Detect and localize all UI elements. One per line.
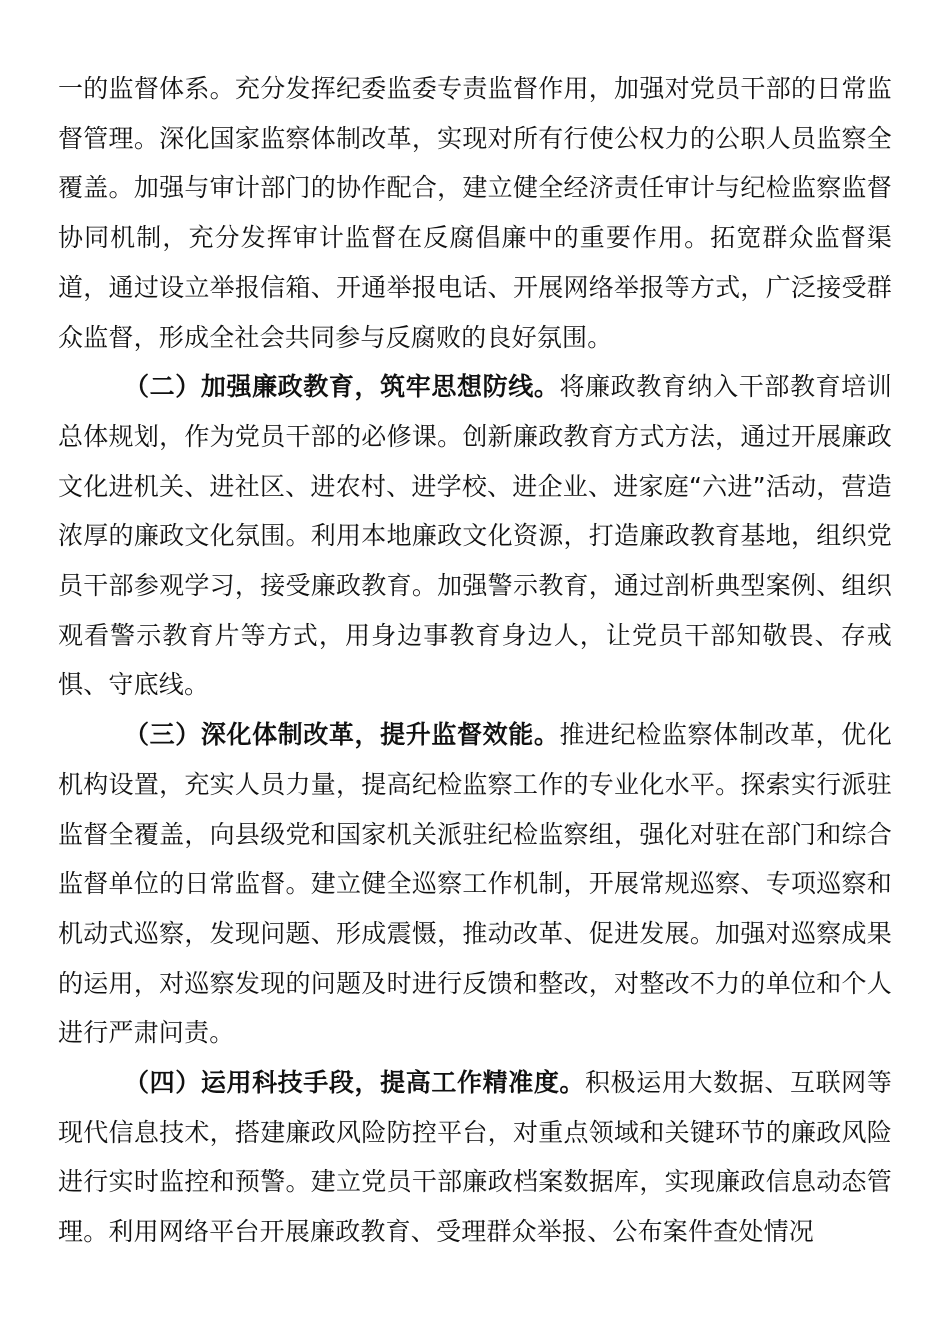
paragraph-section-3 xyxy=(58,710,892,1058)
document-page xyxy=(58,64,892,1257)
paragraph-section-4 xyxy=(58,1058,892,1257)
paragraph-continuation xyxy=(58,64,892,362)
paragraph-body: 推进纪检监察体制改革，优化机构设置，充实人员力量，提高纪检监察工作的专业化水平。探索实行派驻监督全覆盖，向县级党和国家机关派驻纪检监察组，强化对驻在部门和综合监督单位的日常监督。建立健全巡察工作机制，开展常规巡察、专项巡察和机动式巡察，发现问题、形成震慑，推动改革、促进发展。加强对巡察成果的运用，对巡察发现的问题及时进行反馈和整改，对整改不力的单位和个人进行严肃问责。 xyxy=(58,720,892,1048)
section-heading: （三）深化体制改革，提升监督效能。 xyxy=(124,720,560,750)
section-heading: （四）运用科技手段，提高工作精准度。 xyxy=(124,1068,586,1098)
section-heading: （二）加强廉政教育，筑牢思想防线。 xyxy=(124,372,560,402)
paragraph-section-2 xyxy=(58,362,892,710)
paragraph-body: 一的监督体系。充分发挥纪委监委专责监督作用，加强对党员干部的日常监督管理。深化国家监察体制改革，实现对所有行使公权力的公职人员监察全覆盖。加强与审计部门的协作配合，建立健全经济责任审计与纪检监察监督协同机制，充分发挥审计监督在反腐倡廉中的重要作用。拓宽群众监督渠道，通过设立举报信箱、开通举报电话、开展网络举报等方式，广泛接受群众监督，形成全社会共同参与反腐败的良好氛围。 xyxy=(58,74,892,352)
paragraph-body: 将廉政教育纳入干部教育培训总体规划，作为党员干部的必修课。创新廉政教育方式方法，通过开展廉政文化进机关、进社区、进农村、进学校、进企业、进家庭“六进”活动，营造浓厚的廉政文化氛围。利用本地廉政文化资源，打造廉政教育基地，组织党员干部参观学习，接受廉政教育。加强警示教育，通过剖析典型案例、组织观看警示教育片等方式，用身边事教育身边人，让党员干部知敬畏、存戒惧、守底线。 xyxy=(58,372,892,700)
paragraph-body: 积极运用大数据、互联网等现代信息技术，搭建廉政风险防控平台，对重点领域和关键环节的廉政风险进行实时监控和预警。建立党员干部廉政档案数据库，实现廉政信息动态管理。利用网络平台开展廉政教育、受理群众举报、公布案件查处情况 xyxy=(58,1068,892,1247)
